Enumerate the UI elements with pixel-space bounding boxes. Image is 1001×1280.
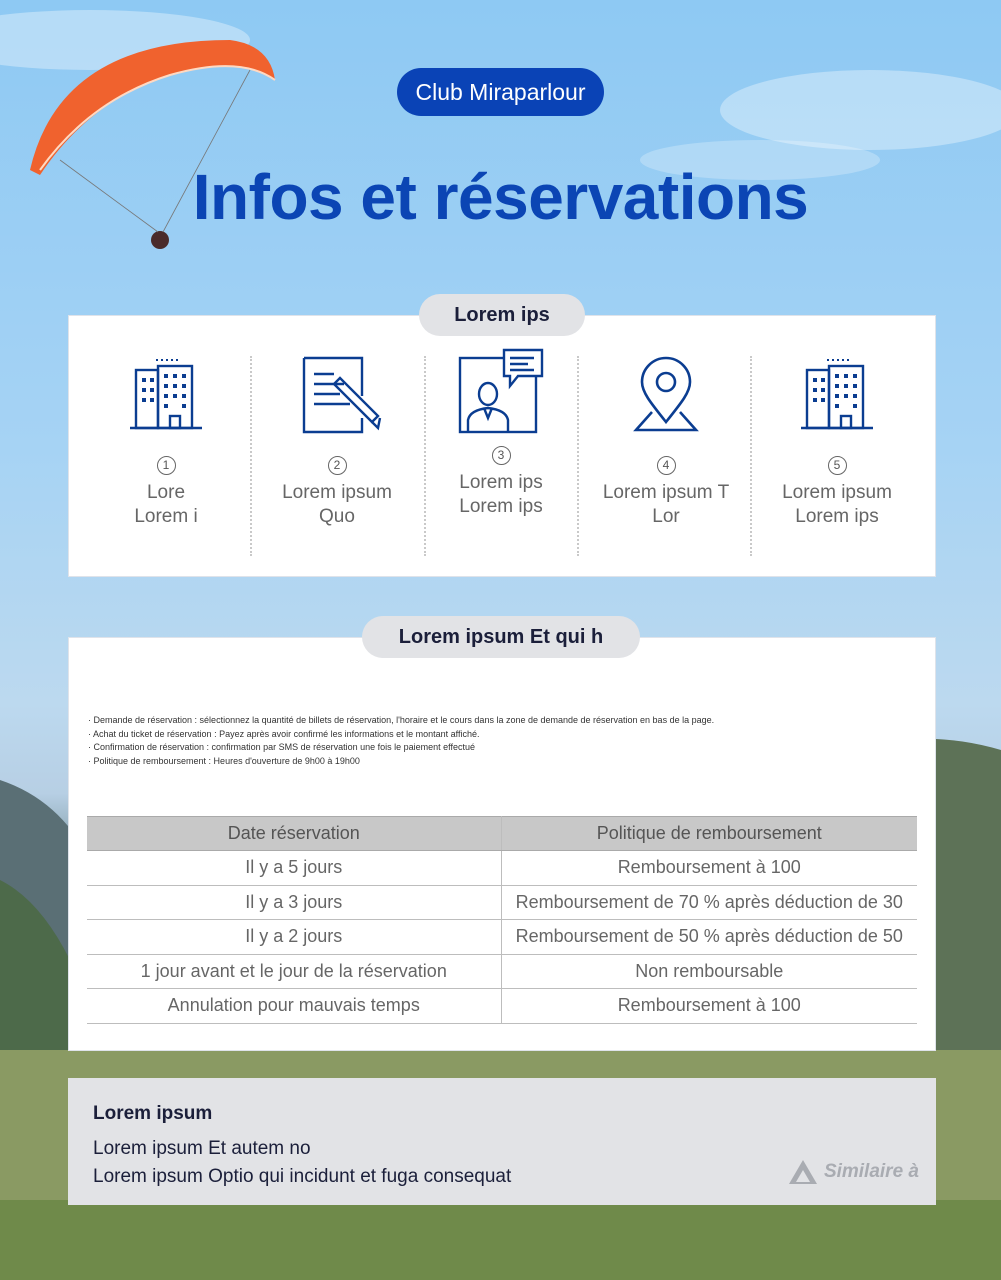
footer-info-box	[68, 1078, 936, 1205]
note-line: · Confirmation de réservation : confirmation par SMS de réservation une fois le paiement effectué	[88, 742, 476, 752]
note-line: · Demande de réservation : sélectionnez la quantité de billets de réservation, l'horaire et le cours dans la zone de demande de réservation en bas de la page.	[88, 715, 715, 725]
map-pin-icon	[626, 356, 706, 436]
table-row	[87, 885, 917, 920]
step-2	[252, 356, 422, 556]
step-number: 3	[492, 446, 511, 465]
building-icon	[797, 356, 877, 436]
table-cell: Remboursement à 100	[501, 851, 917, 886]
watermark-logo-icon	[788, 1158, 818, 1186]
footer-line: Lorem ipsum Et autem no	[93, 1138, 311, 1159]
refund-section-tag: Lorem ipsum Et qui h	[362, 616, 640, 658]
column-header-policy: Politique de remboursement	[501, 817, 917, 851]
brand-badge: Club Miraparlour	[397, 68, 604, 116]
table-cell: Remboursement de 50 % après déduction de 50	[501, 920, 917, 955]
note-line: · Politique de remboursement : Heures d'ouverture de 9h00 à 19h00	[88, 755, 360, 766]
note-line: · Achat du ticket de réservation : Payez après avoir confirmé les informations et le montant affiché.	[88, 728, 480, 739]
table-header-row	[87, 817, 917, 851]
refund-policy-table	[87, 816, 917, 1024]
column-header-date: Date réservation	[87, 817, 501, 851]
table-row	[87, 989, 917, 1024]
table-cell: Non remboursable	[501, 954, 917, 989]
step-number: 2	[328, 456, 347, 475]
steps-panel	[68, 315, 936, 577]
table-cell: Annulation pour mauvais temps	[87, 989, 501, 1024]
table-row	[87, 851, 917, 886]
step-label: Lorem ipsum Quo	[282, 482, 392, 527]
table-cell: Remboursement de 70 % après déduction de 30	[501, 885, 917, 920]
footer-line: Lorem ipsum Optio qui incidunt et fuga consequat	[93, 1166, 512, 1187]
page-title: Infos et réservations	[192, 161, 809, 233]
footer-title: Lorem ipsum	[93, 1103, 213, 1124]
step-3	[416, 356, 586, 556]
person-chat-icon	[456, 346, 546, 436]
reservation-notes	[88, 714, 714, 768]
step-label: Lorem ipsum Lorem ips	[782, 482, 892, 527]
step-1	[81, 356, 251, 556]
steps-section-tag: Lorem ips	[419, 294, 585, 336]
table-cell: Il y a 3 jours	[87, 885, 501, 920]
step-number: 4	[657, 456, 676, 475]
table-cell: Remboursement à 100	[501, 989, 917, 1024]
building-icon	[126, 356, 206, 436]
watermark-text: Similaire à	[823, 1161, 919, 1182]
table-row	[87, 920, 917, 955]
step-4	[581, 356, 751, 556]
table-cell: 1 jour avant et le jour de la réservation	[87, 954, 501, 989]
step-label: Lorem ips Lorem ips	[459, 472, 543, 517]
table-row	[87, 954, 917, 989]
step-number: 5	[828, 456, 847, 475]
step-label: Lorem ipsum T Lor	[602, 482, 730, 527]
document-pen-icon	[292, 356, 382, 436]
step-number: 1	[157, 456, 176, 475]
step-divider	[577, 356, 579, 556]
step-5	[752, 356, 922, 556]
watermark	[788, 1158, 919, 1186]
table-cell: Il y a 2 jours	[87, 920, 501, 955]
refund-panel	[68, 637, 936, 1051]
table-cell: Il y a 5 jours	[87, 851, 501, 886]
step-label: Lore Lorem i	[134, 482, 198, 527]
